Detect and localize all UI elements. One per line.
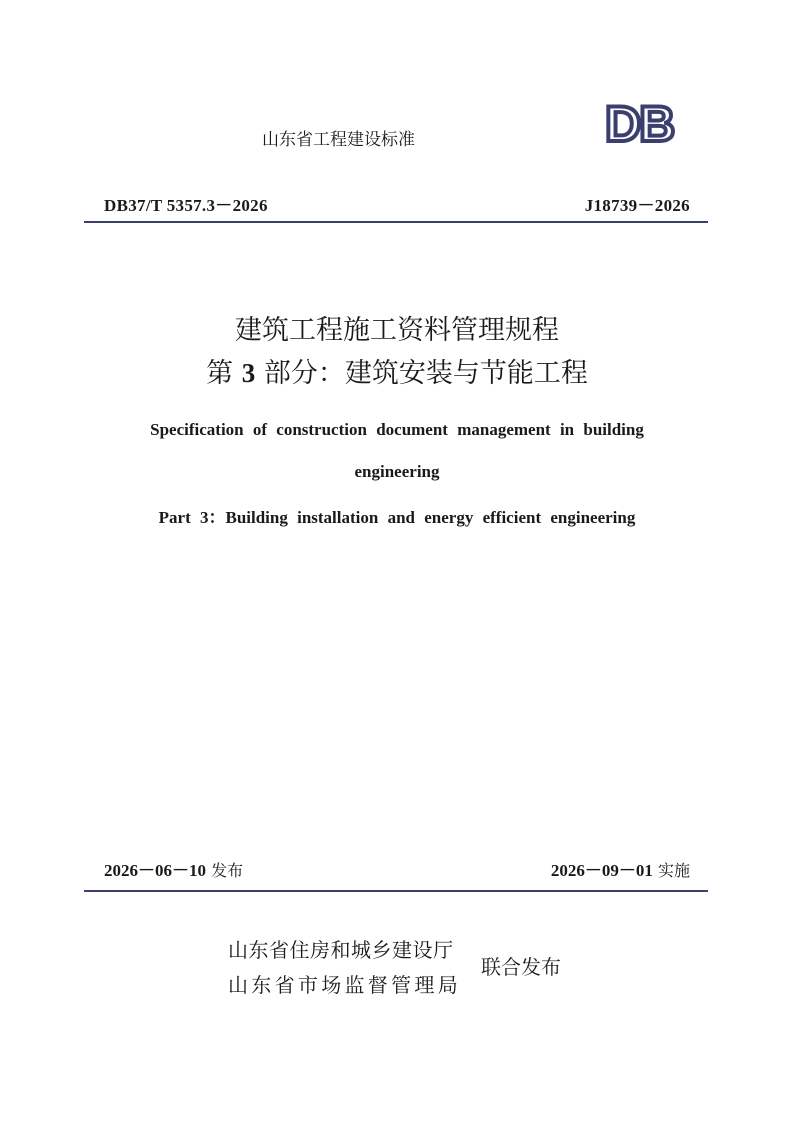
record-number: J18739－2026: [584, 196, 690, 215]
db-logo-text: DB: [605, 100, 674, 146]
issuer-2: 山东省市场监督管理局: [228, 973, 461, 997]
title-part-prefix: 第: [206, 358, 234, 389]
issue-date-block: [104, 856, 243, 881]
effective-date-block: [551, 856, 690, 881]
issue-label: 发布: [211, 861, 244, 880]
db-logo: [603, 100, 695, 146]
title-cn-line1: 建筑工程施工资料管理规程: [235, 315, 559, 346]
title-en-line1: Specification of construction document management in building: [150, 420, 644, 439]
effective-date: 2026－09－01: [550, 861, 653, 880]
title-part-number: 3: [241, 358, 256, 388]
title-en-line3: Part 3：Building installation and energy efficient engineering: [158, 508, 636, 527]
title-part-rest: 部分：建筑安装与节能工程: [263, 358, 588, 389]
effective-label: 实施: [657, 861, 690, 880]
standard-type-label: 山东省工程建设标准: [262, 130, 415, 150]
top-divider: [84, 221, 708, 223]
bottom-divider: [84, 890, 708, 892]
joint-issue-label: 联合发布: [481, 955, 561, 979]
issuer-1: 山东省住房和城乡建设厅: [228, 938, 454, 962]
title-en-line2: engineering: [354, 462, 440, 481]
title-cn-line2: [0, 351, 794, 390]
standard-code: DB37/T 5357.3－2026: [104, 196, 268, 215]
issue-date: 2026－06－10: [104, 861, 206, 880]
